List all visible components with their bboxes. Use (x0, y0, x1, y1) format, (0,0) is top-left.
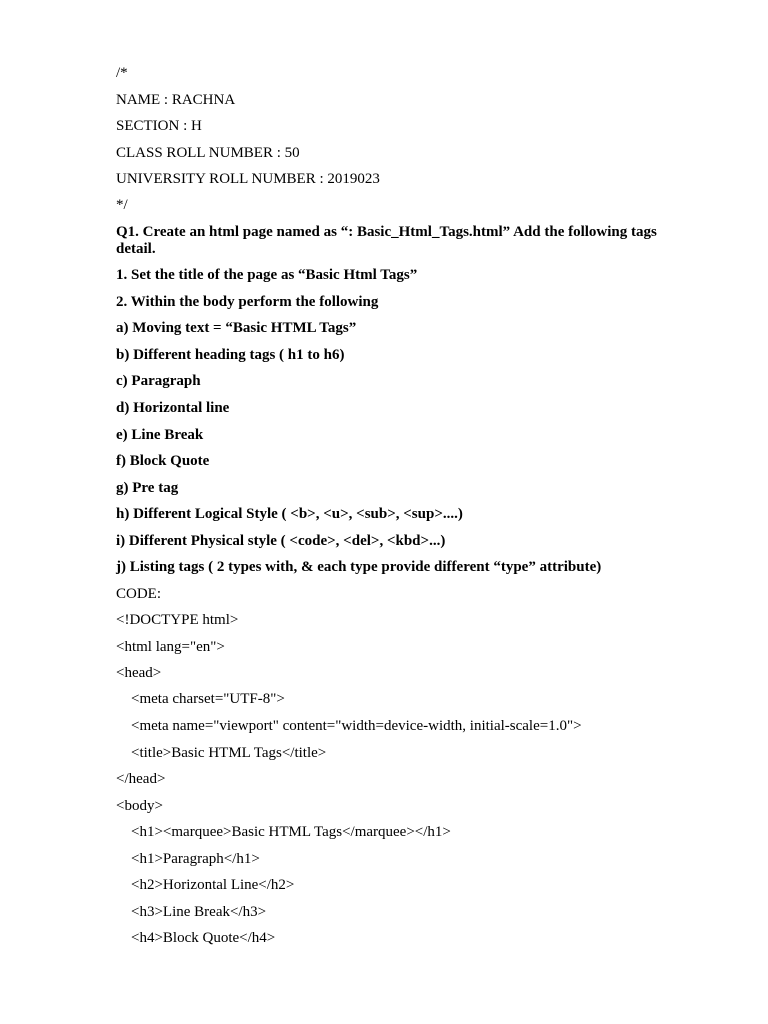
student-section: SECTION : H (116, 118, 202, 134)
question-item-j: j) Listing tags ( 2 types with, & each type provide different “type” attribute) (116, 559, 602, 575)
code-line: </head> (116, 771, 166, 787)
code-line: <meta charset="UTF-8"> (131, 691, 285, 707)
question-step-1: 1. Set the title of the page as “Basic Html Tags” (116, 267, 418, 283)
code-line: <body> (116, 798, 163, 814)
question-item-b: b) Different heading tags ( h1 to h6) (116, 347, 345, 363)
university-roll-number: UNIVERSITY ROLL NUMBER : 2019023 (116, 171, 380, 187)
question-item-d: d) Horizontal line (116, 400, 230, 416)
class-roll-number: CLASS ROLL NUMBER : 50 (116, 145, 300, 161)
question-title: Q1. Create an html page named as “: Basic_Html_Tags.html” Add the following tags detail. (116, 224, 657, 257)
code-line: <html lang="en"> (116, 639, 225, 655)
question-item-h: h) Different Logical Style ( <b>, <u>, <sub>, <sup>....) (116, 506, 463, 522)
question-item-c: c) Paragraph (116, 373, 201, 389)
question-item-e: e) Line Break (116, 427, 204, 443)
question-item-a: a) Moving text = “Basic HTML Tags” (116, 320, 357, 336)
question-item-g: g) Pre tag (116, 480, 179, 496)
question-item-f: f) Block Quote (116, 453, 210, 469)
code-line: <head> (116, 665, 162, 681)
student-name: NAME : RACHNA (116, 92, 236, 108)
code-line: <!DOCTYPE html> (116, 612, 239, 628)
code-line: <h2>Horizontal Line</h2> (131, 877, 295, 893)
question-step-2: 2. Within the body perform the following (116, 294, 379, 310)
code-line: <title>Basic HTML Tags</title> (131, 745, 327, 761)
code-line: <h1><marquee>Basic HTML Tags</marquee></h1> (131, 824, 451, 840)
code-line: <meta name="viewport" content="width=device-width, initial-scale=1.0"> (131, 718, 582, 734)
code-label: CODE: (116, 586, 161, 602)
comment-close: */ (116, 197, 128, 213)
code-line: <h4>Block Quote</h4> (131, 930, 276, 946)
code-line: <h3>Line Break</h3> (131, 904, 267, 920)
comment-open: /* (116, 65, 128, 81)
code-line: <h1>Paragraph</h1> (131, 851, 260, 867)
question-item-i: i) Different Physical style ( <code>, <del>, <kbd>...) (116, 533, 446, 549)
